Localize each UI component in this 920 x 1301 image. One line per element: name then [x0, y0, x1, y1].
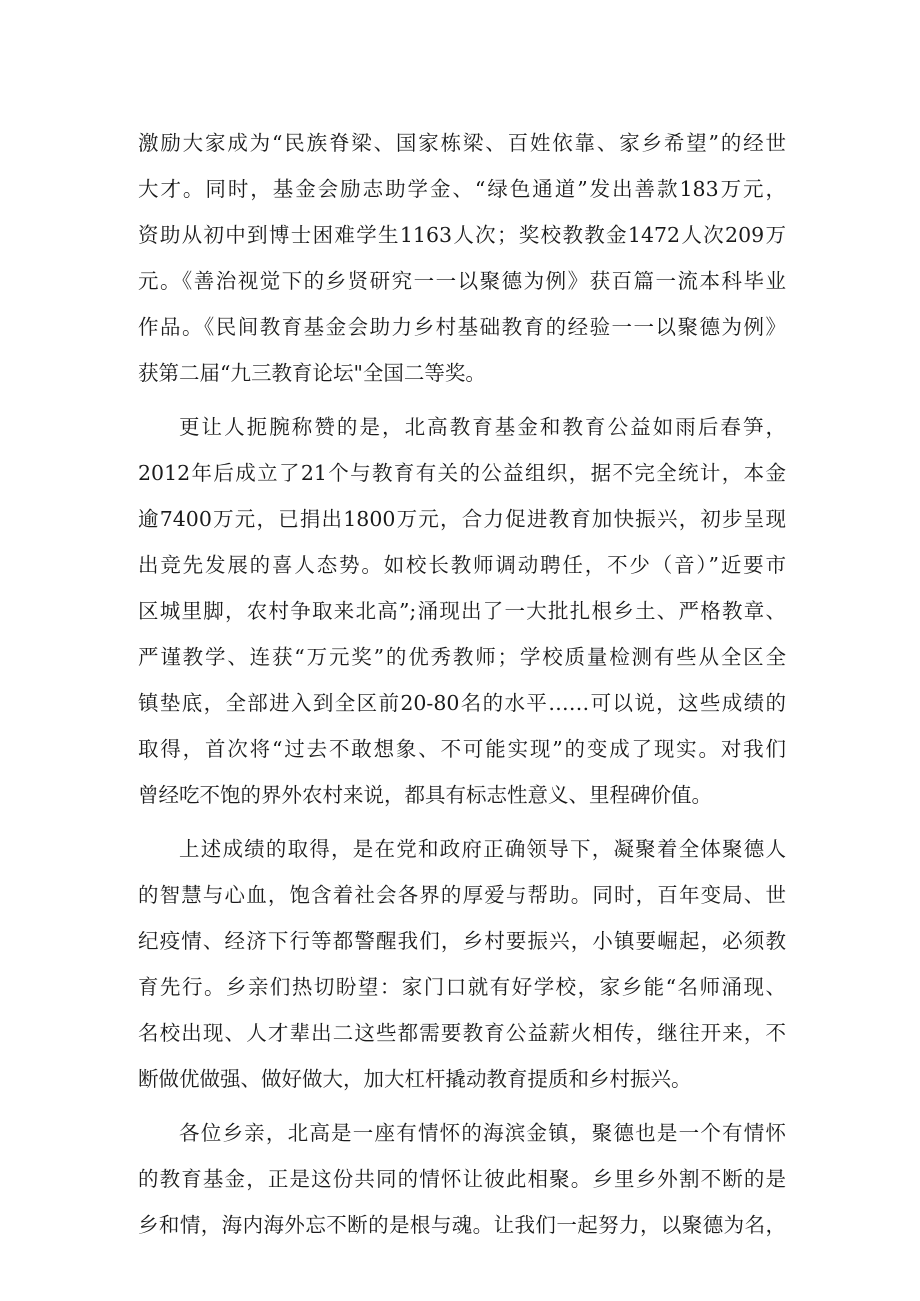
paragraph-line: 曾经吃不饱的界外农村来说，都具有标志性意义、里程碑价值。 — [138, 783, 712, 807]
paragraph-line: 镇垫底，全部进入到全区前20-80名的水平……可以说，这些成绩的 — [138, 691, 786, 715]
paragraph-line: 育先行。乡亲们热切盼望：家门口就有好学校，家乡能“名师涌现、 — [138, 975, 786, 999]
paragraph-line: 区城里脚，农村争取来北高”;涌现出了一大批扎根乡土、严格教章、 — [138, 599, 786, 623]
paragraph-line: 逾7400万元，已捐出1800万元，合力促进教育加快振兴，初步呈现 — [138, 507, 786, 531]
paragraph-line: 纪疫情、经济下行等都警醒我们，乡村要振兴，小镇要崛起，必须教 — [138, 929, 786, 953]
paragraph-line: 各位乡亲，北高是一座有情怀的海滨金镇，聚德也是一个有情怀 — [179, 1121, 786, 1145]
paragraph-line: 的智慧与心血，饱含着社会各界的厚爱与帮助。同时，百年变局、世 — [138, 883, 786, 907]
paragraph-line: 资助从初中到博士困难学生1163人次；奖校教教金1472人次209万 — [138, 223, 786, 247]
document-body — [138, 120, 786, 1256]
paragraph-3 — [138, 826, 786, 1102]
paragraph-1 — [138, 120, 786, 396]
paragraph-line: 获第二届“九三教育论坛"全国二等奖。 — [138, 361, 486, 385]
paragraph-line: 激励大家成为“民族脊梁、国家栋梁、百姓依靠、家乡希望”的经世 — [138, 131, 786, 155]
paragraph-line: 大才。同时，基金会励志助学金、“绿色通道”发出善款183万元， — [138, 177, 786, 201]
paragraph-line: 的教育基金，正是这份共同的情怀让彼此相聚。乡里乡外割不断的是 — [138, 1167, 786, 1191]
paragraph-line: 严谨教学、连获“万元奖”的优秀教师；学校质量检测有些从全区全 — [138, 645, 786, 669]
paragraph-2 — [138, 404, 786, 818]
paragraph-line: 更让人扼腕称赞的是，北高教育基金和教育公益如雨后春笋， — [179, 415, 786, 439]
paragraph-line: 断做优做强、做好做大，加大杠杆撬动教育提质和乡村振兴。 — [138, 1067, 692, 1091]
paragraph-line: 作品。《民间教育基金会助力乡村基础教育的经验一一以聚德为例》 — [138, 315, 786, 339]
paragraph-line: 元。《善治视觉下的乡贤研究一一以聚德为例》获百篇一流本科毕业 — [138, 269, 786, 293]
paragraph-line: 名校出现、人才辈出二这些都需要教育公益薪火相传，继往开来，不 — [138, 1021, 786, 1045]
paragraph-line: 上述成绩的取得，是在党和政府正确领导下，凝聚着全体聚德人 — [179, 837, 786, 861]
paragraph-line: 出竞先发展的喜人态势。如校长教师调动聘任，不少（音）”近要市 — [138, 553, 786, 577]
paragraph-line: 2012年后成立了21个与教育有关的公益组织，据不完全统计，本金 — [138, 461, 786, 485]
paragraph-line: 乡和情，海内海外忘不断的是根与魂。让我们一起努力，以聚德为名， — [138, 1213, 786, 1237]
paragraph-line: 取得，首次将“过去不敢想象、不可能实现”的变成了现实。对我们 — [138, 737, 786, 761]
paragraph-4 — [138, 1110, 786, 1248]
